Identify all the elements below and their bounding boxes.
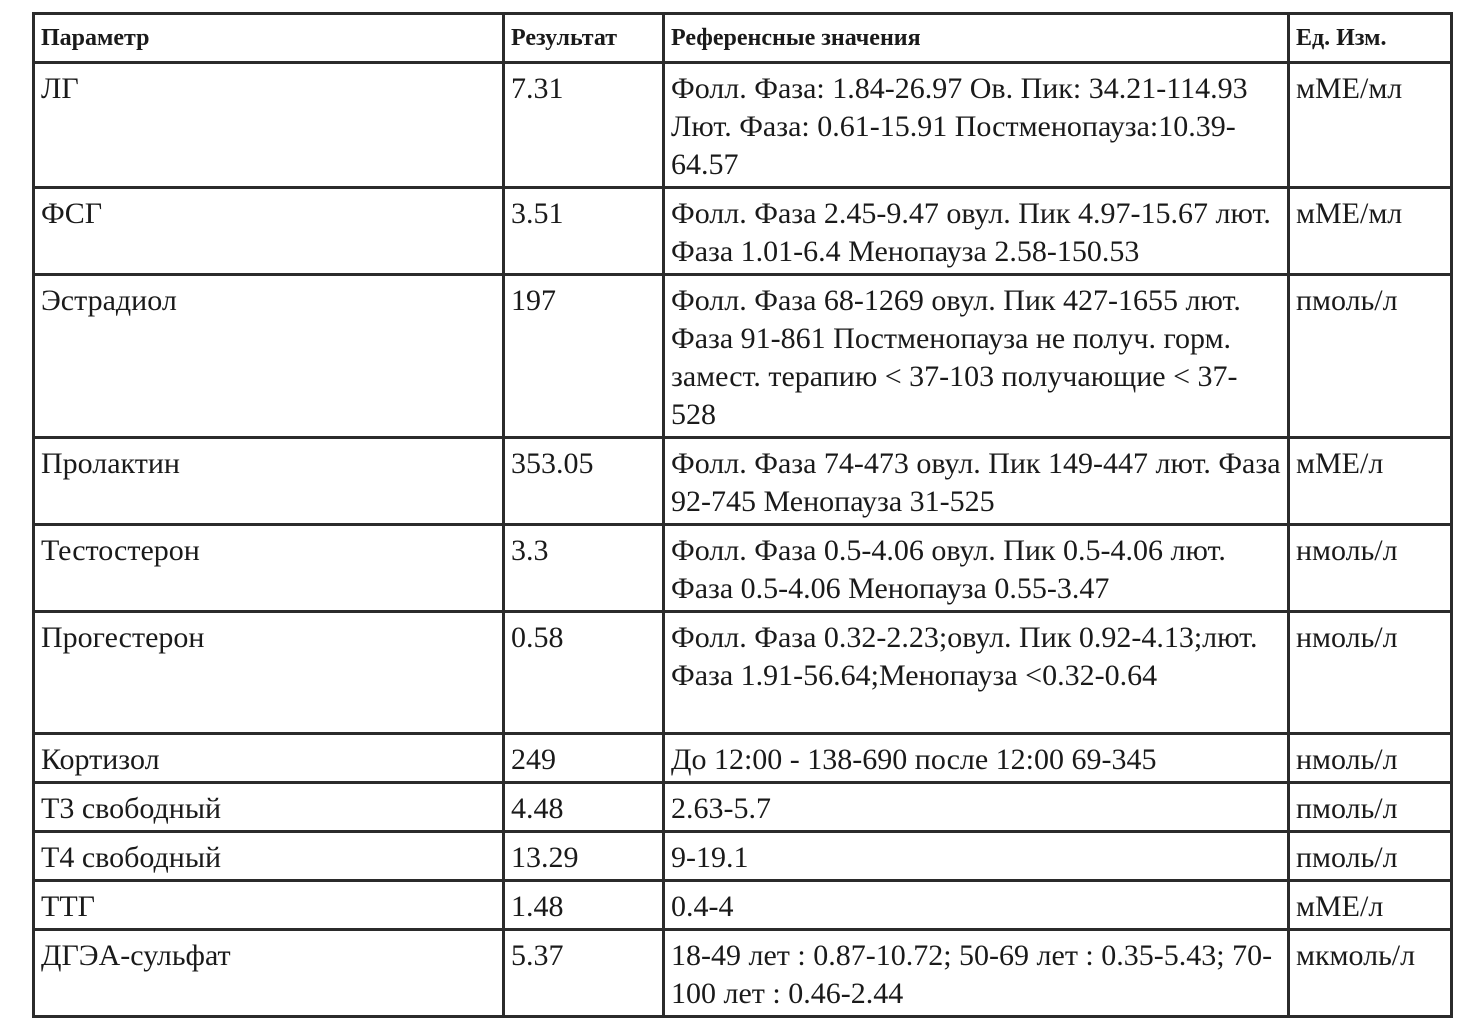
cell-reference: 18-49 лет : 0.87-10.72; 50-69 лет : 0.35-5.43; 70-100 лет : 0.46-2.44 (664, 930, 1289, 1017)
cell-parameter: Т4 свободный (34, 832, 504, 881)
cell-result: 5.37 (504, 930, 664, 1017)
cell-result: 353.05 (504, 438, 664, 525)
table-row (34, 930, 1452, 1017)
header-parameter: Параметр (34, 14, 504, 63)
cell-reference: До 12:00 - 138-690 после 12:00 69-345 (664, 734, 1289, 783)
cell-unit: нмоль/л (1289, 734, 1452, 783)
cell-parameter: Эстрадиол (34, 275, 504, 438)
cell-reference: 0.4-4 (664, 881, 1289, 930)
table-row (34, 783, 1452, 832)
table-row (34, 275, 1452, 438)
lab-results-table (32, 12, 1453, 1018)
table-row (34, 832, 1452, 881)
cell-unit: пмоль/л (1289, 832, 1452, 881)
cell-reference: Фолл. Фаза 2.45-9.47 овул. Пик 4.97-15.67 лют. Фаза 1.01-6.4 Менопауза 2.58-150.53 (664, 188, 1289, 275)
header-reference: Референсные значения (664, 14, 1289, 63)
table-row (34, 612, 1452, 734)
cell-result: 3.3 (504, 525, 664, 612)
table-body (34, 63, 1452, 1017)
cell-result: 0.58 (504, 612, 664, 734)
cell-unit: пмоль/л (1289, 783, 1452, 832)
table-row (34, 734, 1452, 783)
header-unit: Ед. Изм. (1289, 14, 1452, 63)
cell-reference: Фолл. Фаза: 1.84-26.97 Ов. Пик: 34.21-114.93 Лют. Фаза: 0.61-15.91 Постменопауза:10.39-64.57 (664, 63, 1289, 188)
table-row (34, 881, 1452, 930)
cell-unit: мМЕ/л (1289, 881, 1452, 930)
cell-parameter: ЛГ (34, 63, 504, 188)
cell-parameter: Прогестерон (34, 612, 504, 734)
cell-parameter: ФСГ (34, 188, 504, 275)
cell-unit: мМЕ/л (1289, 438, 1452, 525)
cell-parameter: Кортизол (34, 734, 504, 783)
cell-unit: пмоль/л (1289, 275, 1452, 438)
table-header (34, 14, 1452, 63)
cell-reference: Фолл. Фаза 68-1269 овул. Пик 427-1655 лют. Фаза 91-861 Постменопауза не получ. горм. замест. терапию < 37-103 получающие < 37-528 (664, 275, 1289, 438)
cell-parameter: ТТГ (34, 881, 504, 930)
cell-reference: 2.63-5.7 (664, 783, 1289, 832)
cell-result: 1.48 (504, 881, 664, 930)
cell-result: 4.48 (504, 783, 664, 832)
table-row (34, 438, 1452, 525)
cell-result: 3.51 (504, 188, 664, 275)
cell-parameter: Пролактин (34, 438, 504, 525)
cell-parameter: Тестостерон (34, 525, 504, 612)
cell-reference: Фолл. Фаза 74-473 овул. Пик 149-447 лют. Фаза 92-745 Менопауза 31-525 (664, 438, 1289, 525)
cell-unit: мМЕ/мл (1289, 188, 1452, 275)
cell-unit: мкмоль/л (1289, 930, 1452, 1017)
table-row (34, 188, 1452, 275)
cell-unit: нмоль/л (1289, 525, 1452, 612)
cell-parameter: ДГЭА-сульфат (34, 930, 504, 1017)
cell-result: 249 (504, 734, 664, 783)
cell-result: 13.29 (504, 832, 664, 881)
cell-result: 7.31 (504, 63, 664, 188)
header-result: Результат (504, 14, 664, 63)
cell-unit: мМЕ/мл (1289, 63, 1452, 188)
header-row (34, 14, 1452, 63)
table-row (34, 63, 1452, 188)
cell-reference: Фолл. Фаза 0.5-4.06 овул. Пик 0.5-4.06 лют. Фаза 0.5-4.06 Менопауза 0.55-3.47 (664, 525, 1289, 612)
cell-unit: нмоль/л (1289, 612, 1452, 734)
cell-result: 197 (504, 275, 664, 438)
cell-reference: 9-19.1 (664, 832, 1289, 881)
cell-parameter: Т3 свободный (34, 783, 504, 832)
cell-reference: Фолл. Фаза 0.32-2.23;овул. Пик 0.92-4.13;лют. Фаза 1.91-56.64;Менопауза <0.32-0.64 (664, 612, 1289, 734)
table-row (34, 525, 1452, 612)
